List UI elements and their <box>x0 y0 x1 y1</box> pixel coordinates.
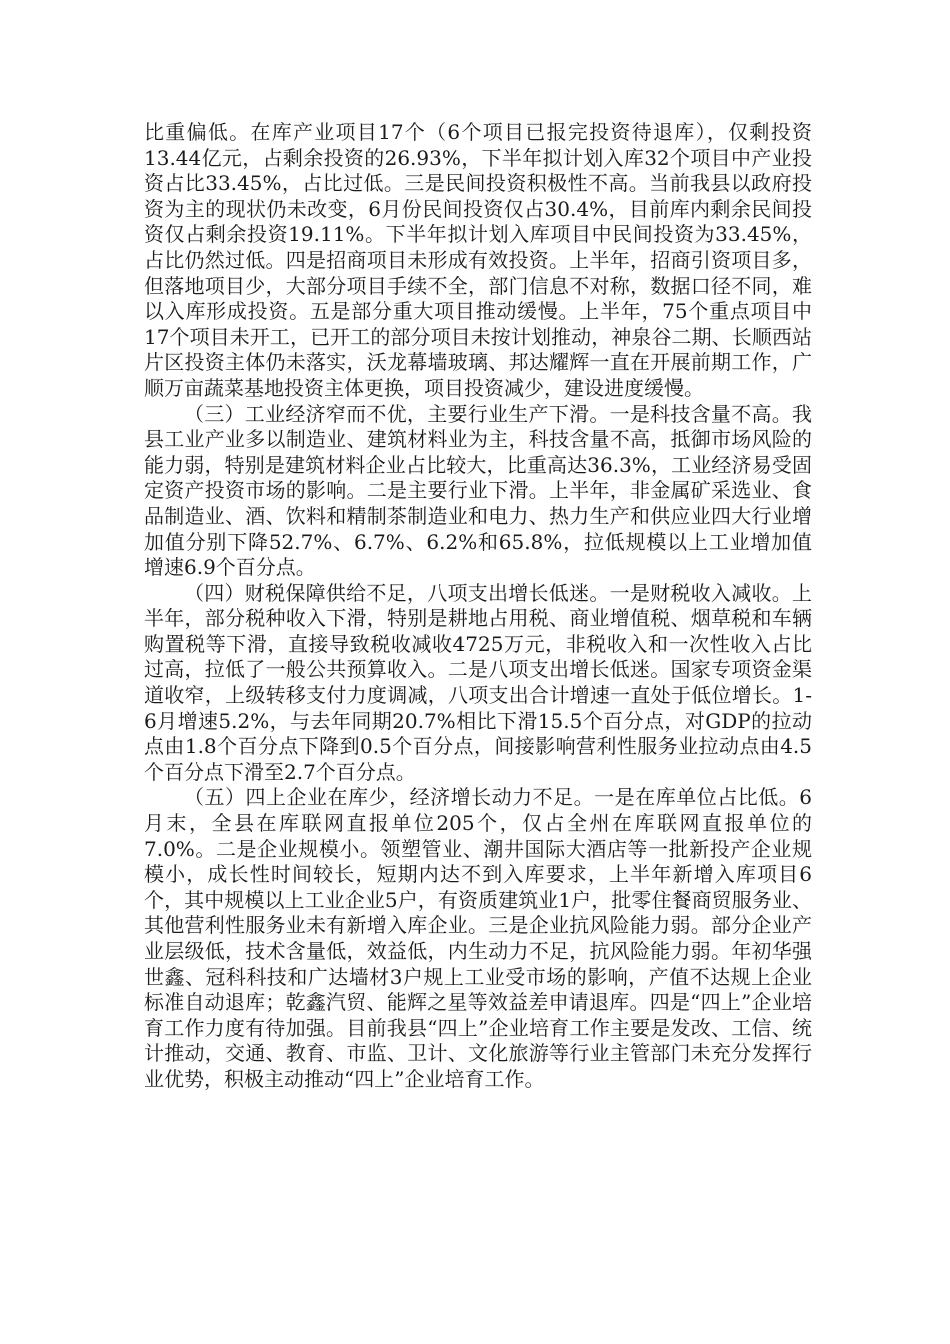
paragraph-fiscal-section: （四）财税保障供给不足，八项支出增长低迷。一是财税收入减收。上半年，部分税种收入下滑，特别是耕地占用税、商业增值税、烟草税和车辆购置税等下滑，直接导致税收减收4725万元，非税收入和一次性收入占比过高，拉低了一般公共预算收入。二是八项支出增长低迷。国家专项资金渠道收窄，上级转移支付力度调减，八项支出合计增速一直处于低位增长。1-6月增速5.2%，与去年同期20.7%相比下滑15.5个百分点，对GDP的拉动点由1.8个百分点下降到0.5个百分点，间接影响营利性服务业拉动点由4.5个百分点下滑至2.7个百分点。 <box>144 580 812 784</box>
document-page <box>144 120 812 1093</box>
paragraph-investment-continuation: 比重偏低。在库产业项目17个（6个项目已报完投资待退库），仅剩投资13.44亿元，占剩余投资的26.93%，下半年拟计划入库32个项目中产业投资占比33.45%，占比过低。三是民间投资积极性不高。当前我县以政府投资为主的现状仍未改变，6月份民间投资仅占30.4%，目前库内剩余民间投资仅占剩余投资19.11%。下半年拟计划入库项目中民间投资为33.45%，占比仍然过低。四是招商项目未形成有效投资。上半年，招商引资项目多，但落地项目少，大部分项目手续不全，部门信息不对称，数据口径不同，难以入库形成投资。五是部分重大项目推动缓慢。上半年，75个重点项目中17个项目未开工，已开工的部分项目未按计划推动，神泉谷二期、长顺西站片区投资主体仍未落实，沃龙幕墙玻璃、邦达耀辉一直在开展前期工作，广顺万亩蔬菜基地投资主体更换，项目投资减少，建设进度缓慢。 <box>144 120 812 400</box>
paragraph-industry-section: （三）工业经济窄而不优，主要行业生产下滑。一是科技含量不高。我县工业产业多以制造业、建筑材料业为主，科技含量不高，抵御市场风险的能力弱，特别是建筑材料企业占比较大，比重高达36.3%，工业经济易受固定资产投资市场的影响。二是主要行业下滑。上半年，非金属矿采选业、食品制造业、酒、饮料和精制茶制造业和电力、热力生产和供应业四大行业增加值分别下降52.7%、6.7%、6.2%和65.8%，拉低规模以上工业增加值增速6.9个百分点。 <box>144 401 812 580</box>
paragraph-enterprise-section: （五）四上企业在库少，经济增长动力不足。一是在库单位占比低。6月末，全县在库联网直报单位205个，仅占全州在库联网直报单位的7.0%。二是企业规模小。领塑管业、潮井国际大酒店等一批新投产企业规模小，成长性时间较长，短期内达不到入库要求，上半年新增入库项目6个，其中规模以上工业企业5户，有资质建筑业1户，批零住餐商贸服务业、其他营利性服务业未有新增入库企业。三是企业抗风险能力弱。部分企业产业层级低，技术含量低，效益低，内生动力不足，抗风险能力弱。年初华强世鑫、冠科科技和广达墙材3户规上工业受市场的影响，产值不达规上企业标准自动退库；乾鑫汽贸、能辉之星等效益差申请退库。四是“四上”企业培育工作力度有待加强。目前我县“四上”企业培育工作主要是发改、工信、统计推动，交通、教育、市监、卫计、文化旅游等行业主管部门未充分发挥行业优势，积极主动推动“四上”企业培育工作。 <box>144 785 812 1091</box>
